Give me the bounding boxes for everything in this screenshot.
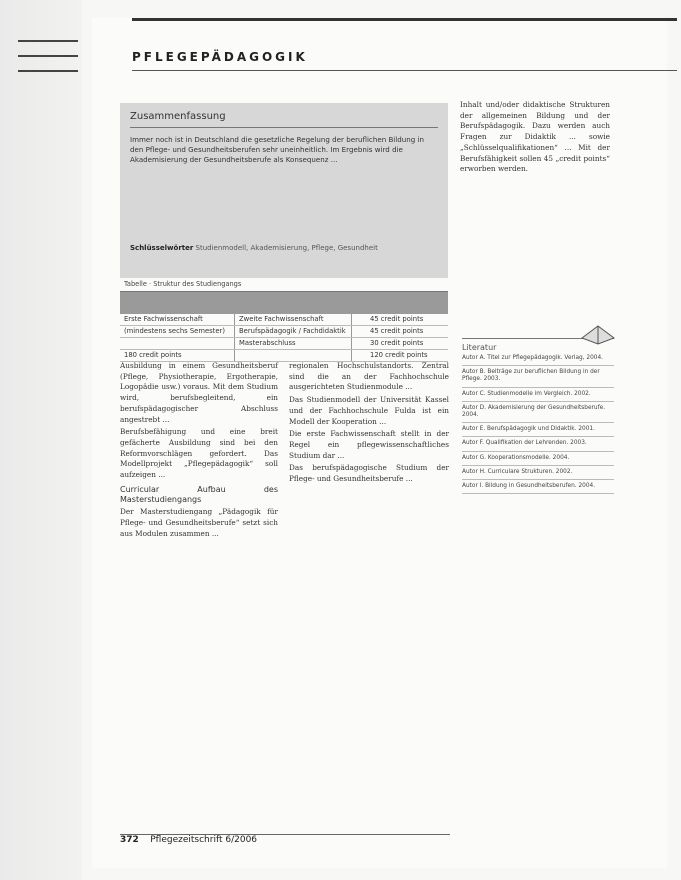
table — [120, 280, 448, 362]
literature-entry: Autor D. Akademisierung der Gesundheitsberufe. 2004. — [462, 402, 614, 423]
table-cell: 45 credit points — [370, 315, 424, 323]
table-cell: Masterabschluss — [235, 338, 352, 349]
table-cell: 180 credit points — [120, 350, 235, 361]
literature-entry: Autor B. Beiträge zur beruflichen Bildung in der Pflege. 2003. — [462, 366, 614, 387]
section-header: PFLEGEPÄDAGOGIK — [132, 50, 308, 64]
header-rule — [132, 70, 677, 71]
table-row — [120, 314, 448, 326]
paragraph: Berufsbefähigung und eine breit gefächerte Ausbildung sind bei den Reformvorschlägen gefordert. Das Modellprojekt „Pflegepädagogik“ soll aufzeigen ... — [120, 427, 278, 480]
paragraph: Die erste Fachwissenschaft stellt in der Regel ein pflegewissenschaftliches Studium dar ... — [289, 429, 449, 460]
keywords-text: Studienmodell, Akademisierung, Pflege, Gesundheit — [195, 244, 378, 252]
top-rule — [132, 18, 677, 21]
keywords-label: Schlüsselwörter — [130, 244, 194, 252]
text-column-middle — [289, 361, 449, 487]
table-header-bar — [120, 292, 448, 314]
margin-mark — [18, 55, 78, 57]
paragraph: Das Studienmodell der Universität Kassel und der Fachhochschule Fulda ist ein Modell der Kooperation ... — [289, 395, 449, 426]
literature-entry: Autor H. Curriculare Strukturen. 2002. — [462, 466, 614, 480]
paragraph: Ausbildung in einem Gesundheitsberuf (Pflege, Physiotherapie, Ergotherapie, Logopädie usw.) voraus. Mit dem Studium wird, berufsbegleitend, ein berufspädagogischer Abschluss angestrebt ... — [120, 361, 278, 424]
summary-box — [120, 103, 448, 278]
literature-section — [462, 338, 614, 494]
table-cell: 30 credit points — [370, 339, 424, 347]
page-number: 372 — [120, 835, 139, 845]
table-cell: 120 credit points — [370, 351, 428, 359]
literature-entry: Autor G. Kooperationsmodelle. 2004. — [462, 452, 614, 466]
table-row — [120, 338, 448, 350]
table-cell: (mindestens sechs Semester) — [120, 326, 235, 337]
text-column-left — [120, 361, 278, 541]
literature-entry: Autor C. Studienmodelle im Vergleich. 2002. — [462, 388, 614, 402]
text-column-right — [460, 100, 610, 177]
journal-name: Pflegezeitschrift 6/2006 — [150, 835, 258, 845]
margin-mark — [18, 40, 78, 42]
document-page — [92, 18, 667, 868]
literature-label: Literatur — [462, 338, 614, 352]
paragraph: regionalen Hochschulstandorts. Zentral sind die an der Fachhochschule ausgerichteten Studienmodule ... — [289, 361, 449, 392]
table-cell: Zweite Fachwissenschaft — [235, 314, 352, 325]
margin-mark — [18, 70, 78, 72]
paragraph: Das berufspädagogische Studium der Pflege- und Gesundheitsberufe ... — [289, 463, 449, 484]
literature-entry: Autor I. Bildung in Gesundheitsberufen. 2004. — [462, 480, 614, 494]
book-icon — [578, 318, 618, 346]
table-cell: 45 credit points — [370, 327, 424, 335]
table-caption: Tabelle · Struktur des Studiengangs — [120, 280, 448, 292]
paragraph: Der Masterstudiengang „Pädagogik für Pflege- und Gesundheitsberufe“ setzt sich aus Modulen zusammen ... — [120, 507, 278, 538]
table-cell — [235, 350, 352, 361]
table-cell — [120, 338, 235, 349]
literature-entry: Autor E. Berufspädagogik und Didaktik. 2001. — [462, 423, 614, 437]
paragraph: Inhalt und/oder didaktische Strukturen der allgemeinen Bildung und der Berufspädagogik. Dazu werden auch Fragen zur Didaktik ... sowie „Schlüsselqualifikationen“ ... Mit der Berufsfähigkeit sollen 45 „credit points“ erworben werden. — [460, 100, 610, 174]
table-cell: Berufspädagogik / Fachdidaktik — [235, 326, 352, 337]
scan-left-margin — [0, 0, 82, 880]
literature-entry: Autor F. Qualifikation der Lehrenden. 2003. — [462, 437, 614, 451]
subheading: Curricular Aufbau des Masterstudiengangs — [120, 484, 278, 505]
table-cell: Erste Fachwissenschaft — [120, 314, 235, 325]
summary-title: Zusammenfassung — [130, 111, 226, 122]
literature-entry: Autor A. Titel zur Pflegepädagogik. Verlag, 2004. — [462, 352, 614, 366]
summary-text: Immer noch ist in Deutschland die gesetzliche Regelung der beruflichen Bildung in den Pflege- und Gesundheitsberufen sehr uneinheitlich. Im Ergebnis wird die Akademisierung der Gesundheitsberufe als Konsequenz ... — [130, 135, 424, 165]
table-row — [120, 326, 448, 338]
summary-title-rule — [130, 127, 438, 128]
summary-keywords — [130, 243, 438, 253]
page-footer — [120, 834, 450, 845]
